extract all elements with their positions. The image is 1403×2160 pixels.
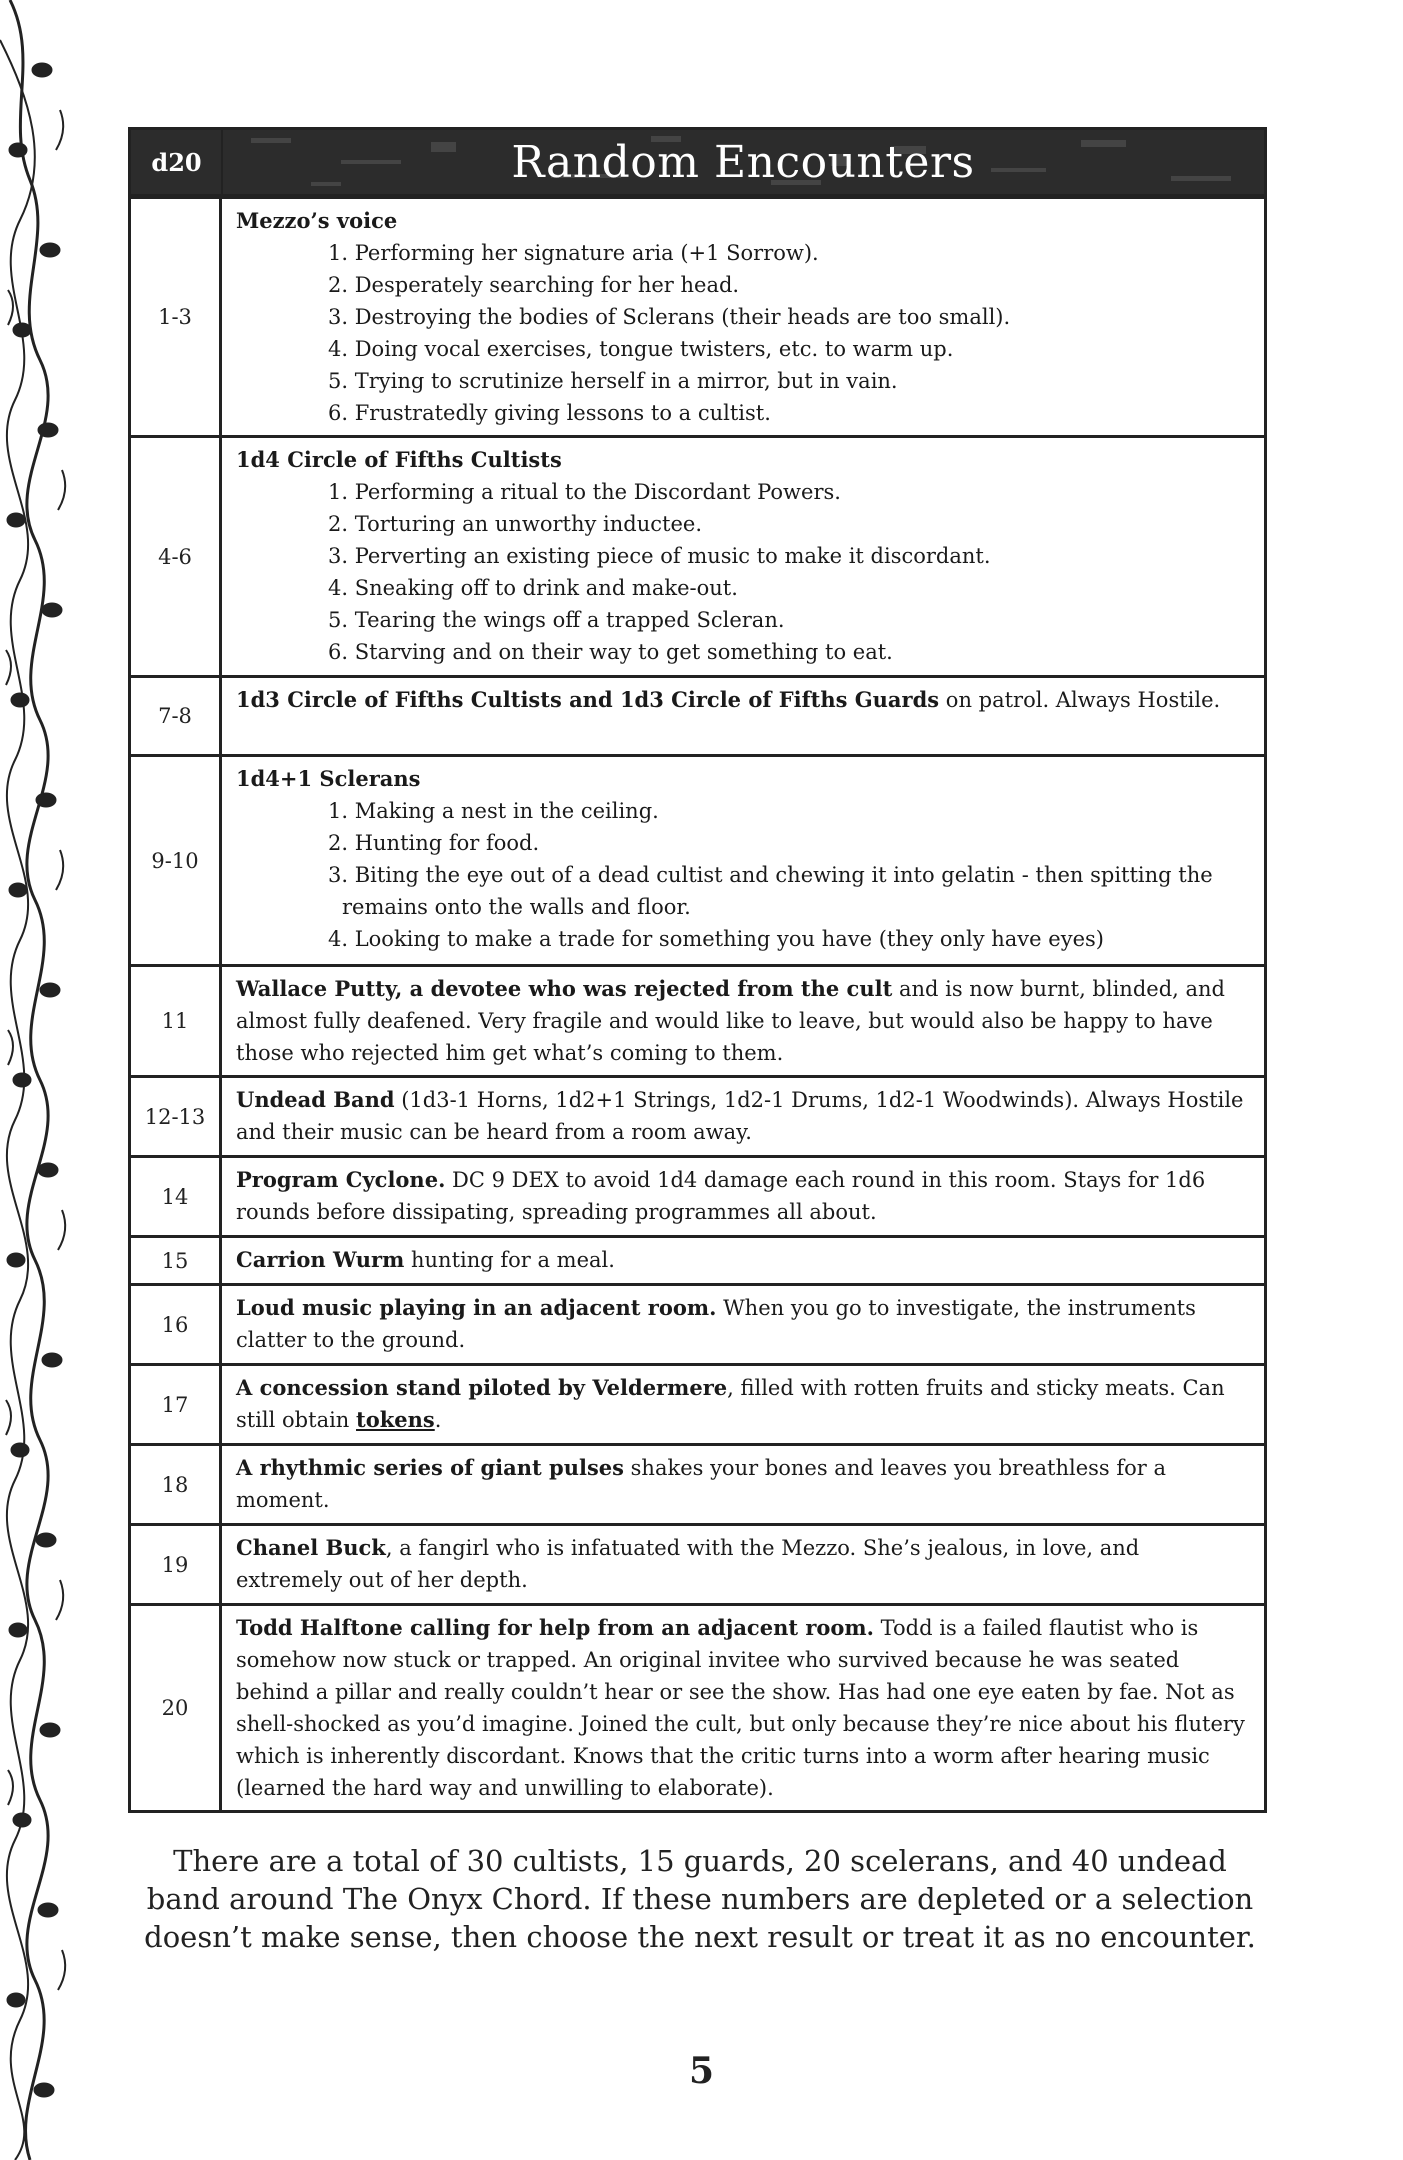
encounter-description [222,1078,1264,1155]
encounter-row [131,1523,1264,1603]
list-item: 2. Hunting for food. [328,831,540,855]
encounter-row [131,1363,1264,1443]
list-item: 1. Performing her signature aria (+1 Sorrow). [328,241,819,265]
encounter-bold-text: Carrion Wurm [236,1247,405,1272]
encounter-row [131,675,1264,754]
list-item: 3. Biting the eye out of a dead cultist and chewing it into gelatin - then spitting the remains onto the walls and floor. [328,863,1213,919]
encounter-sublist [236,795,1250,955]
roll-range: 9-10 [131,757,222,964]
encounter-description [222,1526,1264,1603]
encounter-description [222,1366,1264,1443]
roll-range: 16 [131,1286,222,1363]
encounter-bold-text: Wallace Putty, a devotee who was rejected from the cult [236,976,893,1001]
encounter-text: , filled with rotten fruits and sticky meats. Can still obtain [236,1376,1225,1432]
encounter-heading: 1d4 Circle of Fifths Cultists [236,447,562,472]
random-encounters-table [128,127,1267,1813]
encounter-bold-text: Undead Band [236,1087,395,1112]
roll-column-header: d20 [151,147,202,177]
encounter-description [222,1606,1264,1810]
page-number: 5 [688,2050,715,2092]
roll-range: 18 [131,1446,222,1523]
encounter-footnote: There are a total of 30 cultists, 15 guards, 20 scelerans, and 40 undead band around The Onyx Chord. If these numbers are depleted or a selection doesn’t make sense, then choose the next result or treat it as no encounter. [144,1844,1256,1954]
encounter-text: When you go to investigate, the instruments clatter to the ground. [236,1296,1196,1352]
list-item: 4. Doing vocal exercises, tongue twisters, etc. to warm up. [328,337,954,361]
encounter-text-tail: . [434,1408,442,1432]
encounter-bold-text: Loud music playing in an adjacent room. [236,1295,717,1320]
encounter-description [222,1446,1264,1523]
encounter-heading: 1d4+1 Sclerans [236,766,421,791]
roll-range: 11 [131,967,222,1075]
encounter-bold-text: 1d3 Circle of Fifths Cultists and 1d3 Circle of Fifths Guards [236,687,940,712]
music-notes-border [0,0,80,2160]
encounter-sublist [236,476,1250,668]
roll-range: 1-3 [131,199,222,435]
roll-range: 19 [131,1526,222,1603]
encounter-row [131,1235,1264,1283]
encounter-bold-text: Todd Halftone calling for help from an adjacent room. [236,1615,874,1640]
table-header [131,130,1264,196]
encounter-text: , a fangirl who is infatuated with the Mezzo. She’s jealous, in love, and extremely out of her depth. [236,1536,1140,1592]
roll-range: 12-13 [131,1078,222,1155]
roll-range: 17 [131,1366,222,1443]
encounter-bold-text: A concession stand piloted by Veldermere [236,1375,728,1400]
list-item: 5. Trying to scrutinize herself in a mirror, but in vain. [328,369,898,393]
list-item: 1. Performing a ritual to the Discordant Powers. [328,480,841,504]
encounter-text: and is now burnt, blinded, and almost fully deafened. Very fragile and would like to leave, but would also be happy to have those who rejected him get what’s coming to them. [236,977,1225,1065]
encounter-row [131,754,1264,964]
encounter-text: hunting for a meal. [404,1248,615,1272]
list-item: 1. Making a nest in the ceiling. [328,799,659,823]
encounter-description [222,967,1264,1075]
tokens-link[interactable]: tokens [356,1407,435,1432]
encounter-row [131,196,1264,435]
roll-range: 4-6 [131,438,222,675]
encounter-row [131,964,1264,1075]
list-item: 4. Sneaking off to drink and make-out. [328,576,738,600]
encounter-description [222,757,1264,964]
list-item: 2. Torturing an unworthy inductee. [328,512,703,536]
roll-range: 7-8 [131,678,222,754]
encounter-text: (1d3-1 Horns, 1d2+1 Strings, 1d2-1 Drums, 1d2-1 Woodwinds). Always Hostile and their music can be heard from a room away. [236,1088,1244,1144]
list-item: 3. Perverting an existing piece of music to make it discordant. [328,544,991,568]
encounter-text: on patrol. Always Hostile. [939,688,1221,712]
encounter-description [222,199,1264,435]
roll-range: 20 [131,1606,222,1810]
encounter-sublist [236,237,1250,429]
encounter-row [131,1603,1264,1810]
encounter-text: shakes your bones and leaves you breathless for a moment. [236,1456,1167,1512]
list-item: 4. Looking to make a trade for something you have (they only have eyes) [328,927,1104,951]
encounter-bold-text: Program Cyclone. [236,1167,446,1192]
encounter-row [131,1155,1264,1235]
encounter-bold-text: Chanel Buck [236,1535,386,1560]
encounter-heading: Mezzo’s voice [236,208,398,233]
encounter-row [131,435,1264,675]
encounter-bold-text: A rhythmic series of giant pulses [236,1455,624,1480]
list-item: 3. Destroying the bodies of Sclerans (their heads are too small). [328,305,1011,329]
roll-range: 14 [131,1158,222,1235]
encounter-row [131,1443,1264,1523]
encounter-description [222,1286,1264,1363]
encounter-text: DC 9 DEX to avoid 1d4 damage each round in this room. Stays for 1d6 rounds before dissipating, spreading programmes all about. [236,1168,1206,1224]
encounter-text: Todd is a failed flautist who is somehow now stuck or trapped. An original invitee who survived because he was seated behind a pillar and really couldn’t hear or see the show. Has had one eye eaten by fae. Not as shell-shocked as you’d imagine. Joined the cult, but only because they’re nice about his flutery which is inherently discordant. Knows that the critic turns into a worm after hearing music (learned the hard way and unwilling to elaborate). [236,1616,1245,1800]
table-title: Random Encounters [511,136,975,188]
encounter-description [222,1238,1264,1283]
roll-range: 15 [131,1238,222,1283]
list-item: 6. Frustratedly giving lessons to a cultist. [328,401,771,425]
encounter-row [131,1283,1264,1363]
encounter-description [222,678,1264,754]
encounter-description [222,438,1264,675]
list-item: 2. Desperately searching for her head. [328,273,740,297]
list-item: 6. Starving and on their way to get something to eat. [328,640,893,664]
list-item: 5. Tearing the wings off a trapped Scleran. [328,608,785,632]
encounter-row [131,1075,1264,1155]
encounter-description [222,1158,1264,1235]
